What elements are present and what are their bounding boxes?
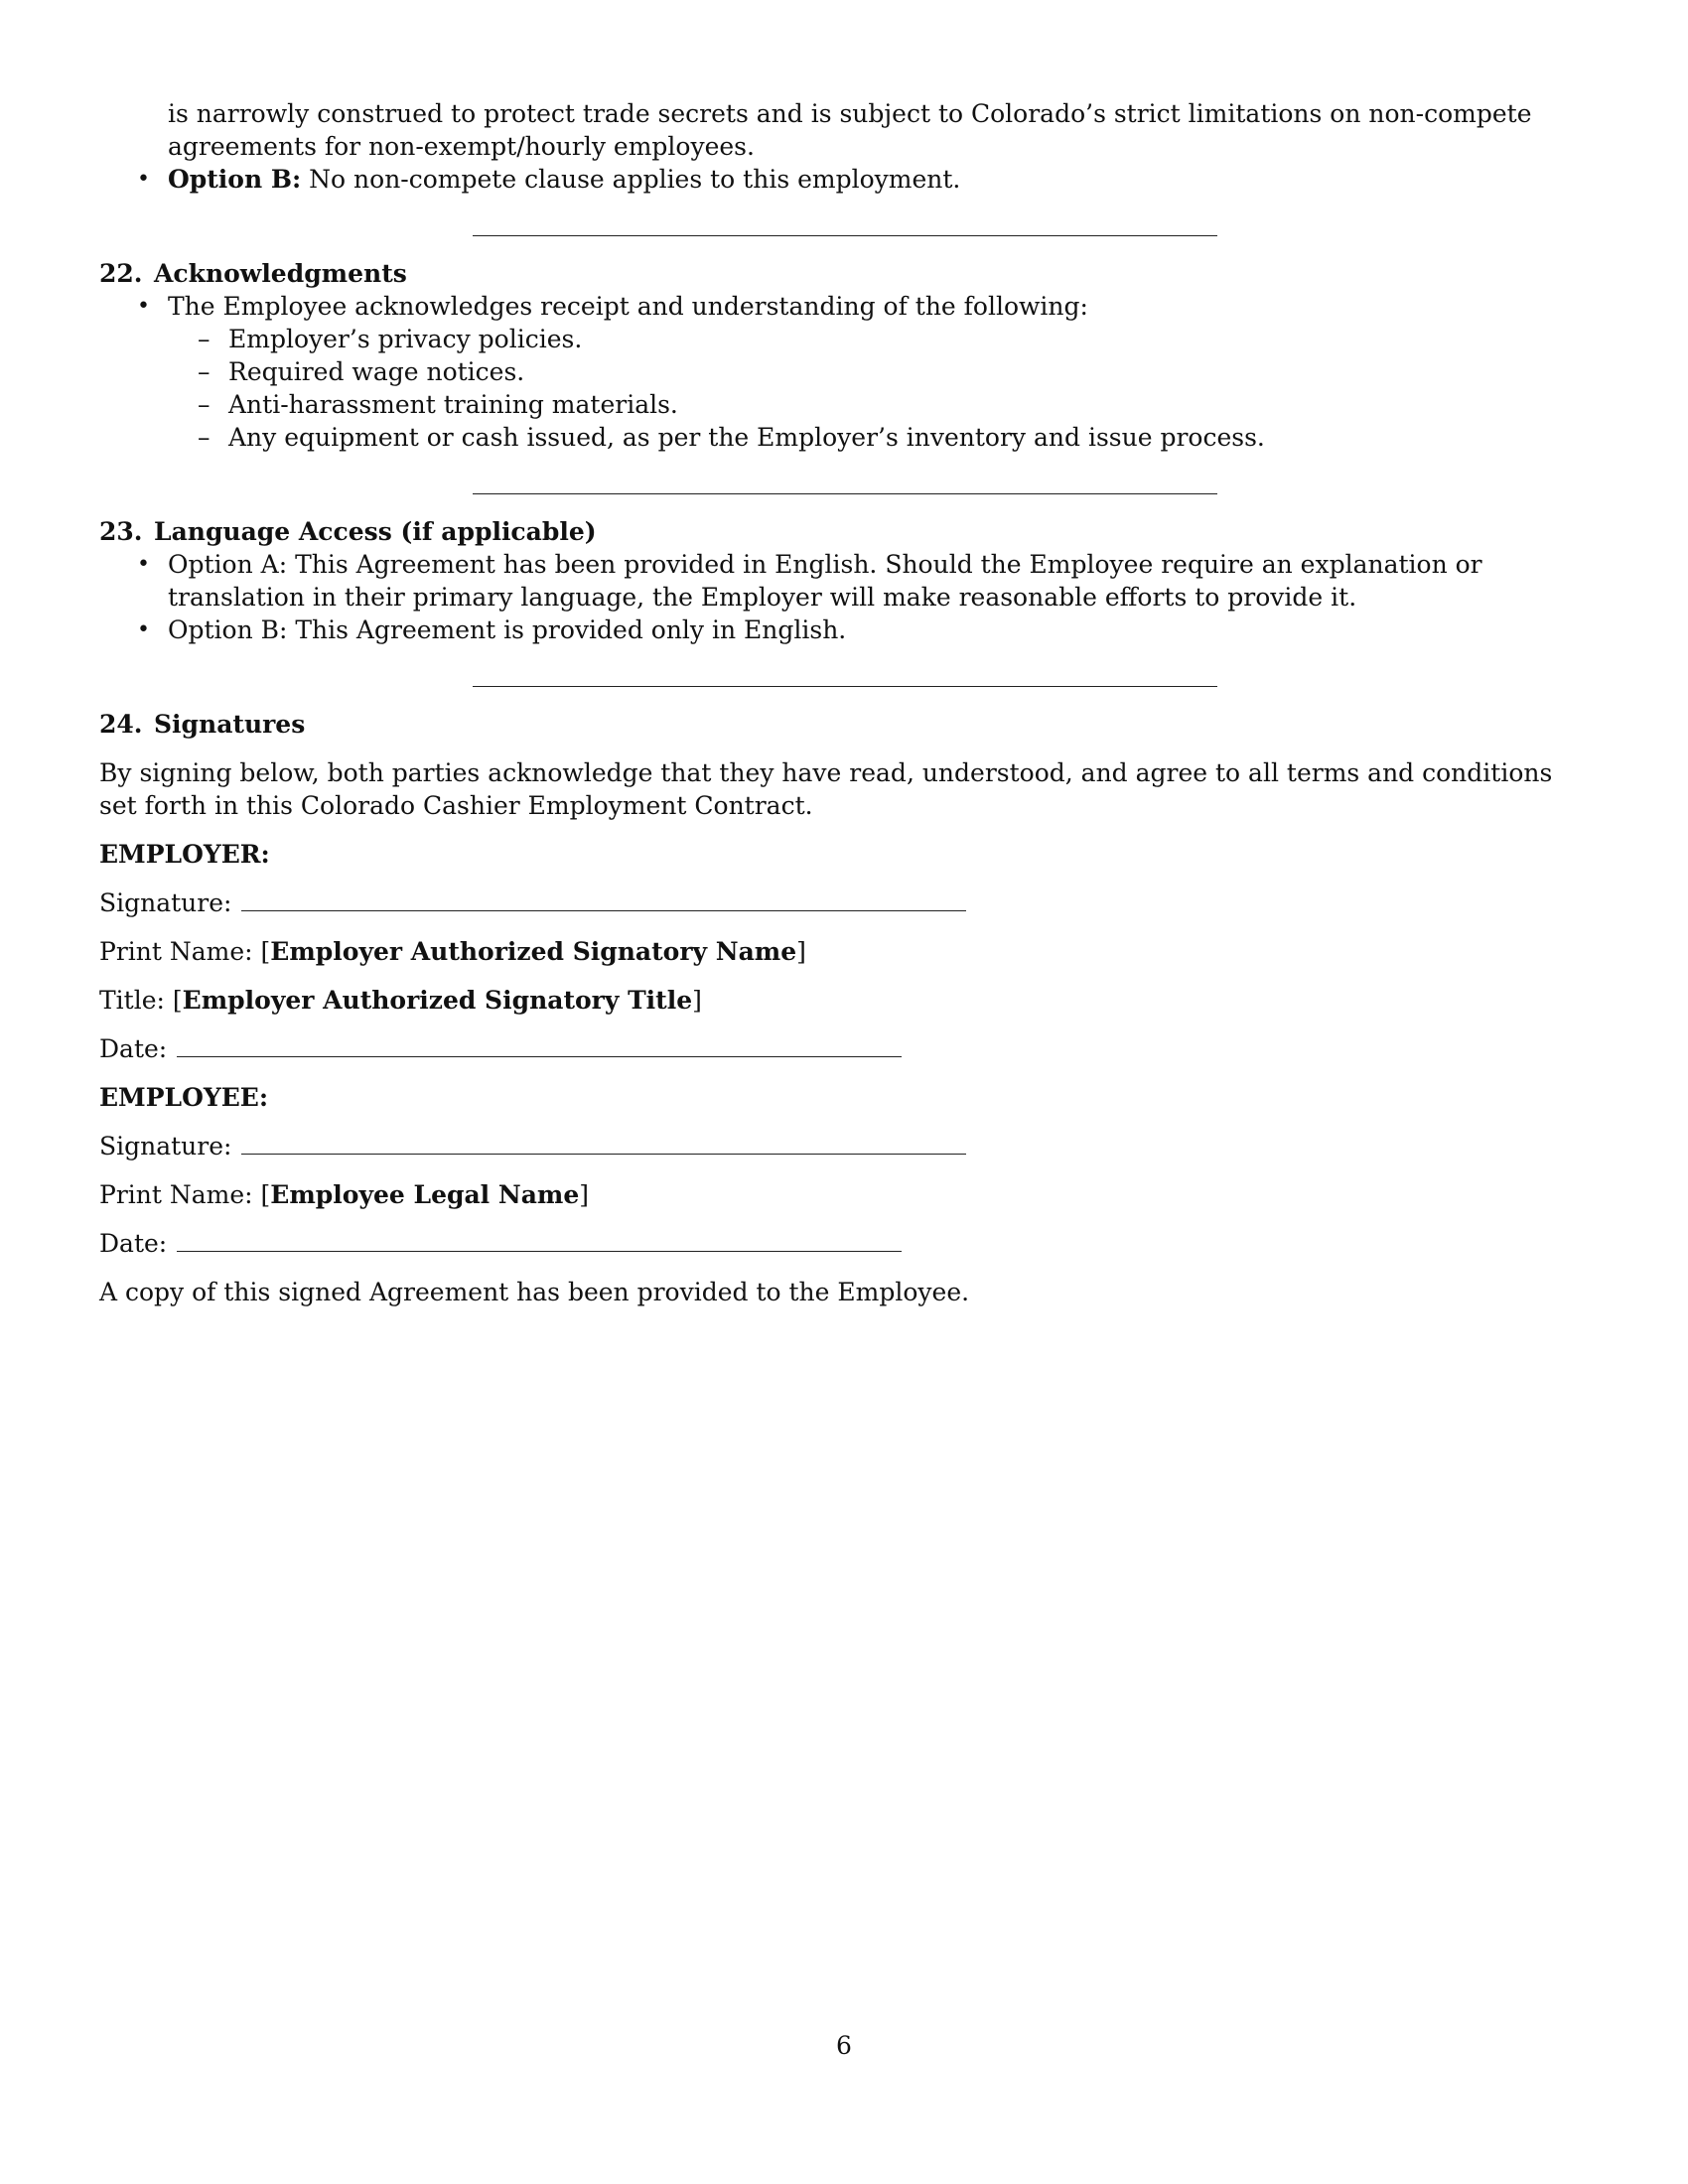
title-label: Title:	[99, 986, 165, 1015]
section-number: 24.	[99, 710, 143, 739]
signature-label: Signature:	[99, 888, 232, 917]
section-heading-acknowledgments	[99, 257, 1589, 290]
section-number: 23.	[99, 517, 143, 546]
print-name-label: Print Name:	[99, 1180, 253, 1209]
acknowledgments-list	[99, 290, 1589, 454]
section-divider	[473, 686, 1217, 687]
employer-label: EMPLOYER:	[99, 840, 270, 869]
date-label: Date:	[99, 1034, 168, 1063]
employee-print-name-row	[99, 1178, 1589, 1211]
bullet-icon: •	[137, 167, 150, 192]
section-heading-signatures	[99, 708, 1589, 741]
section-title: Signatures	[154, 710, 306, 739]
sublist-item: – Employer’s privacy policies.	[198, 325, 583, 353]
dash-icon: –	[198, 325, 211, 353]
sublist-item: – Required wage notices.	[198, 357, 525, 386]
section-divider	[473, 493, 1217, 494]
list-item: • Option A: This Agreement has been provided in English. Should the Employee require an explanation or translation in their primary language, the Employer will make reasonable efforts to provide it.	[137, 550, 1482, 612]
employer-print-name-row	[99, 935, 1589, 968]
continuation-paragraph: is narrowly construed to protect trade secrets and is subject to Colorado’s strict limitations on non-compete agreements for non-exempt/hourly employees.	[168, 99, 1532, 161]
section-title: Language Access (if applicable)	[154, 517, 597, 546]
print-name-label: Print Name:	[99, 937, 253, 966]
employee-date-row	[99, 1227, 1589, 1260]
acknowledgments-intro: The Employee acknowledges receipt and understanding of the following:	[168, 292, 1088, 321]
list-item	[99, 163, 1589, 196]
section-number: 22.	[99, 259, 143, 288]
dash-icon: –	[198, 357, 211, 386]
employee-signature-row	[99, 1130, 1589, 1162]
sublist-item: – Any equipment or cash issued, as per the Employer’s inventory and issue process.	[198, 423, 1265, 452]
option-b-label: Option B:	[168, 165, 302, 194]
signature-label: Signature:	[99, 1132, 232, 1160]
employer-signature-field[interactable]	[241, 888, 966, 911]
bullet-icon: •	[137, 552, 150, 577]
page-number: 6	[836, 2031, 852, 2060]
list-item	[99, 290, 1589, 454]
employer-print-name-value: [Employer Authorized Signatory Name]	[260, 937, 806, 966]
employer-title-row	[99, 984, 1589, 1017]
employer-date-row	[99, 1032, 1589, 1065]
employee-print-name-value: [Employee Legal Name]	[260, 1180, 590, 1209]
employer-signature-row	[99, 887, 1589, 919]
section-title: Acknowledgments	[154, 259, 407, 288]
bullet-icon: •	[137, 617, 150, 642]
signatures-intro: By signing below, both parties acknowledge that they have read, understood, and agree to all terms and conditions set forth in this Colorado Cashier Employment Contract.	[99, 758, 1553, 820]
employer-title-value: [Employer Authorized Signatory Title]	[172, 986, 702, 1015]
employee-label: EMPLOYEE:	[99, 1083, 269, 1112]
list-item: • Option B: This Agreement is provided only in English.	[137, 615, 847, 644]
employee-signature-field[interactable]	[241, 1132, 966, 1155]
acknowledgments-sublist	[168, 323, 1589, 454]
option-b-text: No non-compete clause applies to this employment.	[301, 165, 961, 194]
bullet-icon: •	[137, 294, 150, 319]
closing-statement: A copy of this signed Agreement has been provided to the Employee.	[99, 1278, 970, 1306]
language-options-list	[99, 548, 1589, 646]
dash-icon: –	[198, 423, 211, 452]
dash-icon: –	[198, 390, 211, 419]
employer-date-field[interactable]	[177, 1034, 902, 1057]
employee-date-field[interactable]	[177, 1229, 902, 1252]
sublist-item: – Anti-harassment training materials.	[198, 390, 678, 419]
section-divider	[473, 235, 1217, 236]
section-heading-language-access	[99, 515, 1589, 548]
date-label: Date:	[99, 1229, 168, 1258]
page-content	[99, 97, 1589, 1308]
continuation-list	[99, 163, 1589, 196]
